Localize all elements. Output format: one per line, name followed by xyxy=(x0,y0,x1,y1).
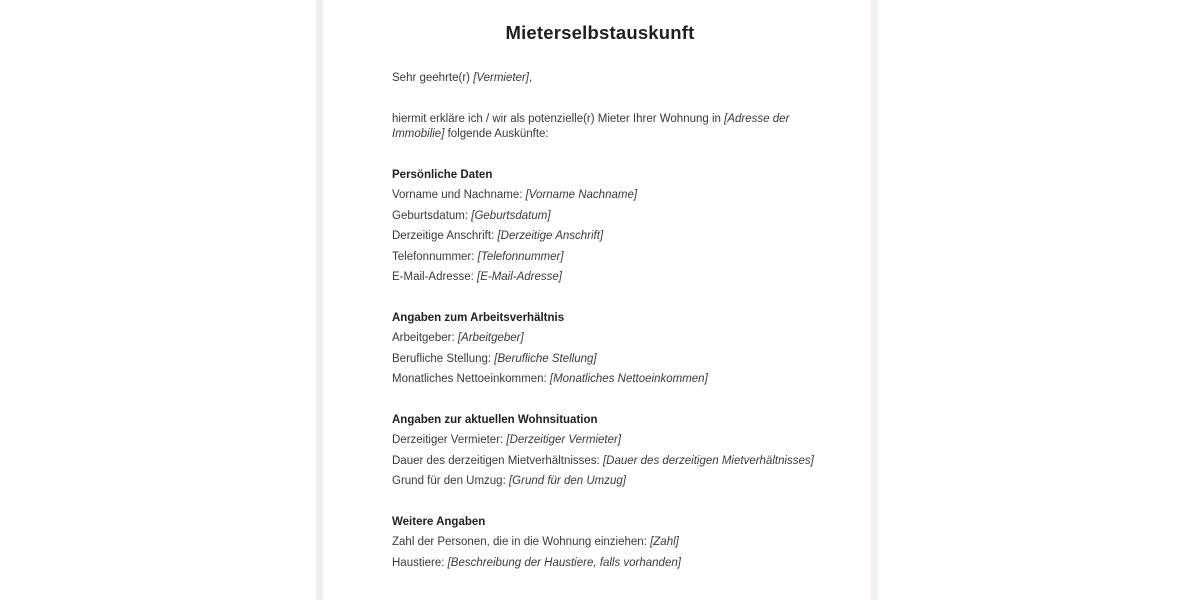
heading-current-housing xyxy=(392,413,823,429)
text-segment: Derzeitige Anschrift: xyxy=(392,230,498,242)
text-segment: hiermit erkläre ich / wir als potenzielle(r) Mieter Ihrer Wohnung in xyxy=(392,112,725,125)
document-title: Mieterselbstauskunft xyxy=(505,22,695,43)
placeholder-text: [Zahl] xyxy=(650,536,679,548)
text-segment: Sehr geehrte(r) xyxy=(392,72,474,84)
text-segment: Angaben zur aktuellen Wohnsituation xyxy=(392,413,598,426)
text-segment: Persönliche Daten xyxy=(392,168,493,181)
text-segment: Zahl der Personen, die in die Wohnung einziehen: xyxy=(392,536,651,548)
placeholder-text: [Adresse der Immobilie] xyxy=(392,112,790,140)
heading-personal-data xyxy=(392,168,823,184)
field-employer xyxy=(392,331,823,347)
text-segment: Angaben zum Arbeitsverhältnis xyxy=(392,311,565,324)
salutation xyxy=(392,71,823,87)
placeholder-text: [Berufliche Stellung] xyxy=(494,352,597,365)
text-segment: Monatliches Nettoeinkommen: xyxy=(392,373,550,385)
field-current-landlord xyxy=(392,433,823,449)
page-right-edge-line xyxy=(871,0,878,600)
text-segment: Vorname und Nachname: xyxy=(392,189,526,201)
placeholder-text: [Geburtsdatum] xyxy=(471,209,551,222)
placeholder-text: [Derzeitiger Vermieter] xyxy=(506,434,622,446)
text-segment: E-Mail-Adresse: xyxy=(392,271,477,283)
placeholder-text: [Derzeitige Anschrift] xyxy=(497,230,604,242)
placeholder-text: [Grund für den Umzug] xyxy=(508,475,626,487)
field-email-address xyxy=(392,270,823,286)
placeholder-text: [Vorname Nachname] xyxy=(525,189,638,201)
text-segment: Berufliche Stellung: xyxy=(392,352,495,365)
placeholder-text: [Beschreibung der Haustiere, falls vorhanden] xyxy=(447,556,681,569)
field-phone-number xyxy=(392,250,823,266)
placeholder-text: [Arbeitgeber] xyxy=(457,332,524,344)
intro-paragraph xyxy=(392,112,823,143)
field-birthdate xyxy=(392,209,823,225)
field-full-name xyxy=(392,188,823,204)
document-body xyxy=(392,71,823,571)
document-page xyxy=(323,0,871,600)
field-current-address xyxy=(392,229,823,245)
placeholder-text: [Vermieter] xyxy=(473,72,529,84)
text-segment: folgende Auskünfte: xyxy=(444,128,549,140)
placeholder-text: [Dauer des derzeitigen Mietverhältnisses] xyxy=(602,454,814,467)
text-segment: , xyxy=(529,72,533,84)
text-segment: Derzeitiger Vermieter: xyxy=(392,434,507,446)
field-net-income xyxy=(392,372,823,388)
field-moving-reason xyxy=(392,474,823,490)
text-segment: Telefonnummer: xyxy=(392,250,478,263)
field-number-of-occupants xyxy=(392,535,823,551)
placeholder-text: [Telefonnummer] xyxy=(477,250,564,263)
field-job-position xyxy=(392,352,823,368)
text-segment: Geburtsdatum: xyxy=(392,209,472,222)
field-pets xyxy=(392,556,823,572)
heading-employment xyxy=(392,311,823,327)
placeholder-text: [E-Mail-Adresse] xyxy=(477,271,562,283)
text-segment: Weitere Angaben xyxy=(392,515,486,528)
text-segment: Grund für den Umzug: xyxy=(392,475,509,487)
placeholder-text: [Monatliches Nettoeinkommen] xyxy=(549,373,708,385)
page-left-edge-line xyxy=(316,0,323,600)
text-segment: Dauer des derzeitigen Mietverhältnisses: xyxy=(392,454,603,467)
text-segment: Arbeitgeber: xyxy=(392,332,458,344)
heading-additional-info xyxy=(392,515,823,531)
text-segment: Haustiere: xyxy=(392,556,448,569)
field-tenancy-duration xyxy=(392,454,823,470)
